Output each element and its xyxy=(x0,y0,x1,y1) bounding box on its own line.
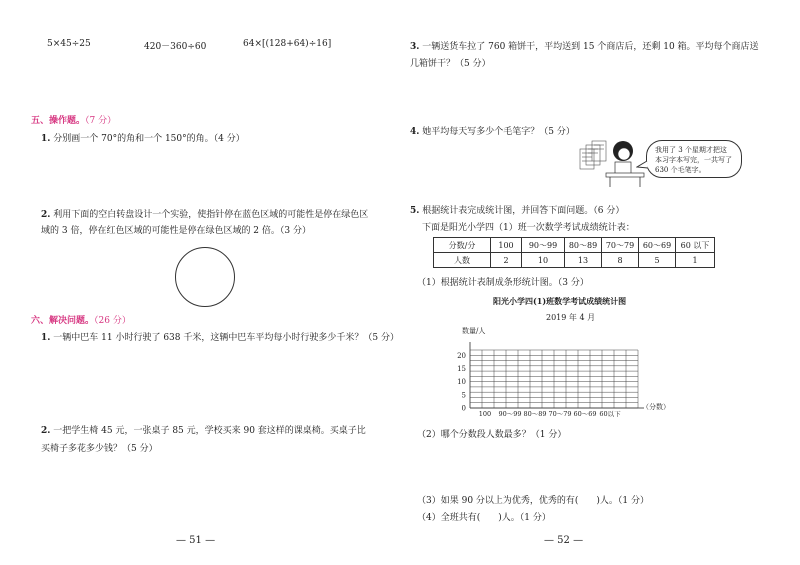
speech-bubble: 我用了 3 个星期才把这本习字本写完，一共写了 630 个毛笔字。 xyxy=(646,140,742,178)
question-text: 分别画一个 70°的角和一个 150°的角。（4 分） xyxy=(53,134,245,144)
table-cell: 13 xyxy=(565,253,602,268)
table-cell: 10 xyxy=(522,253,565,268)
table-row-label: 人数 xyxy=(434,253,491,268)
x-tick-label: 70～79 xyxy=(548,410,572,418)
question-number: 4. xyxy=(410,127,420,137)
x-tick-label: 80～89 xyxy=(523,410,547,418)
y-tick-label: 0 xyxy=(461,404,466,413)
question-6-2 xyxy=(41,422,369,458)
x-tick-label: 90～99 xyxy=(498,410,522,418)
question-number: 2. xyxy=(41,426,51,436)
section6-heading xyxy=(31,313,131,326)
question-number: 1. xyxy=(41,333,51,343)
x-tick-label: 60以下 xyxy=(599,410,621,418)
question-text: 利用下面的空白转盘设计一个实验，使指针停在蓝色区域的可能性是停在绿色区域的 3 倍，停在红色区域的可能性是停在绿色区域的 2 倍。（3 分） xyxy=(41,210,369,236)
question-text: 一把学生椅 45 元，一张桌子 85 元，学校买来 90 套这样的课桌椅。买桌子比买椅子多花多少钱？（5 分） xyxy=(41,426,366,454)
question-5-2 xyxy=(41,207,369,239)
spinner-circle[interactable] xyxy=(174,246,236,308)
chart-subtitle: 2019 年 4 月 xyxy=(546,313,596,322)
subquestion-2: （2）哪个分数段人数最多？（1 分） xyxy=(417,430,567,440)
x-axis-label: （分数） xyxy=(642,403,670,411)
speech-bubble-tail xyxy=(636,160,650,170)
section5-points: （7 分） xyxy=(85,116,117,126)
question-5-1 xyxy=(41,131,245,144)
table-cell: 8 xyxy=(602,253,639,268)
table-cell: 1 xyxy=(676,253,715,268)
y-tick-label: 15 xyxy=(457,364,466,373)
x-tick-label: 60～69 xyxy=(573,410,597,418)
y-tick-label: 20 xyxy=(457,351,466,360)
question-text: 根据统计表完成统计图，并回答下面问题。（6 分） xyxy=(422,206,625,216)
chart-title: 阳光小学四(1)班数学考试成绩统计图 xyxy=(493,296,627,306)
question-3 xyxy=(410,39,765,73)
question-text: 一辆送货车拉了 760 箱饼干，平均送到 15 个商店后，还剩 10 箱。平均每个商店送几箱饼干？（5 分） xyxy=(410,42,759,69)
score-table xyxy=(433,237,715,268)
table-header-cell: 90～99 xyxy=(522,238,565,253)
question-5 xyxy=(410,203,624,216)
question-number: 5. xyxy=(410,206,420,216)
table-header-cell: 70～79 xyxy=(602,238,639,253)
subquestion-1: （1）根据统计表制成条形统计图。（3 分） xyxy=(417,278,589,288)
question-number: 3. xyxy=(410,42,420,52)
calc-expression-2: 420－360÷60 xyxy=(144,42,207,52)
question-number: 2. xyxy=(41,210,51,220)
question-6-1 xyxy=(41,330,399,343)
question-4 xyxy=(410,124,575,137)
y-tick-label: 10 xyxy=(457,378,466,387)
calc-expression-3: 64×[(128+64)÷16] xyxy=(243,39,332,49)
section5-title: 五、操作题。 xyxy=(31,116,86,126)
x-tick-label: 100 xyxy=(478,410,492,418)
subquestion-4: （4）全班共有( )人。（1 分） xyxy=(417,513,551,523)
table-cell: 5 xyxy=(639,253,676,268)
table-header-label: 分数/分 xyxy=(434,238,491,253)
y-tick-label: 5 xyxy=(461,391,466,400)
section6-points: （26 分） xyxy=(94,316,131,326)
table-caption: 下面是阳光小学四（1）班一次数学考试成绩统计表： xyxy=(422,223,635,233)
calc-expression-1: 5×45÷25 xyxy=(47,39,91,49)
subquestion-3: （3）如果 90 分以上为优秀，优秀的有( )人。（1 分） xyxy=(417,496,650,506)
table-header-cell: 80～89 xyxy=(565,238,602,253)
section6-title: 六、解决问题。 xyxy=(31,316,95,326)
page-number-right: — 52 — xyxy=(544,535,584,546)
table-header-cell: 60～69 xyxy=(639,238,676,253)
section5-heading xyxy=(31,113,116,126)
question-text: 一辆中巴车 11 小时行驶了 638 千米，这辆中巴车平均每小时行驶多少千米？（5 分） xyxy=(53,333,399,343)
y-axis-label: 数量/人 xyxy=(462,327,486,335)
page-number-left: — 51 — xyxy=(176,535,216,546)
score-bar-chart[interactable] xyxy=(440,320,710,422)
table-header-cell: 100 xyxy=(491,238,522,253)
question-text: 她平均每天写多少个毛笔字？（5 分） xyxy=(422,127,575,137)
question-number: 1. xyxy=(41,134,51,144)
table-header-cell: 60 以下 xyxy=(676,238,715,253)
table-cell: 2 xyxy=(491,253,522,268)
